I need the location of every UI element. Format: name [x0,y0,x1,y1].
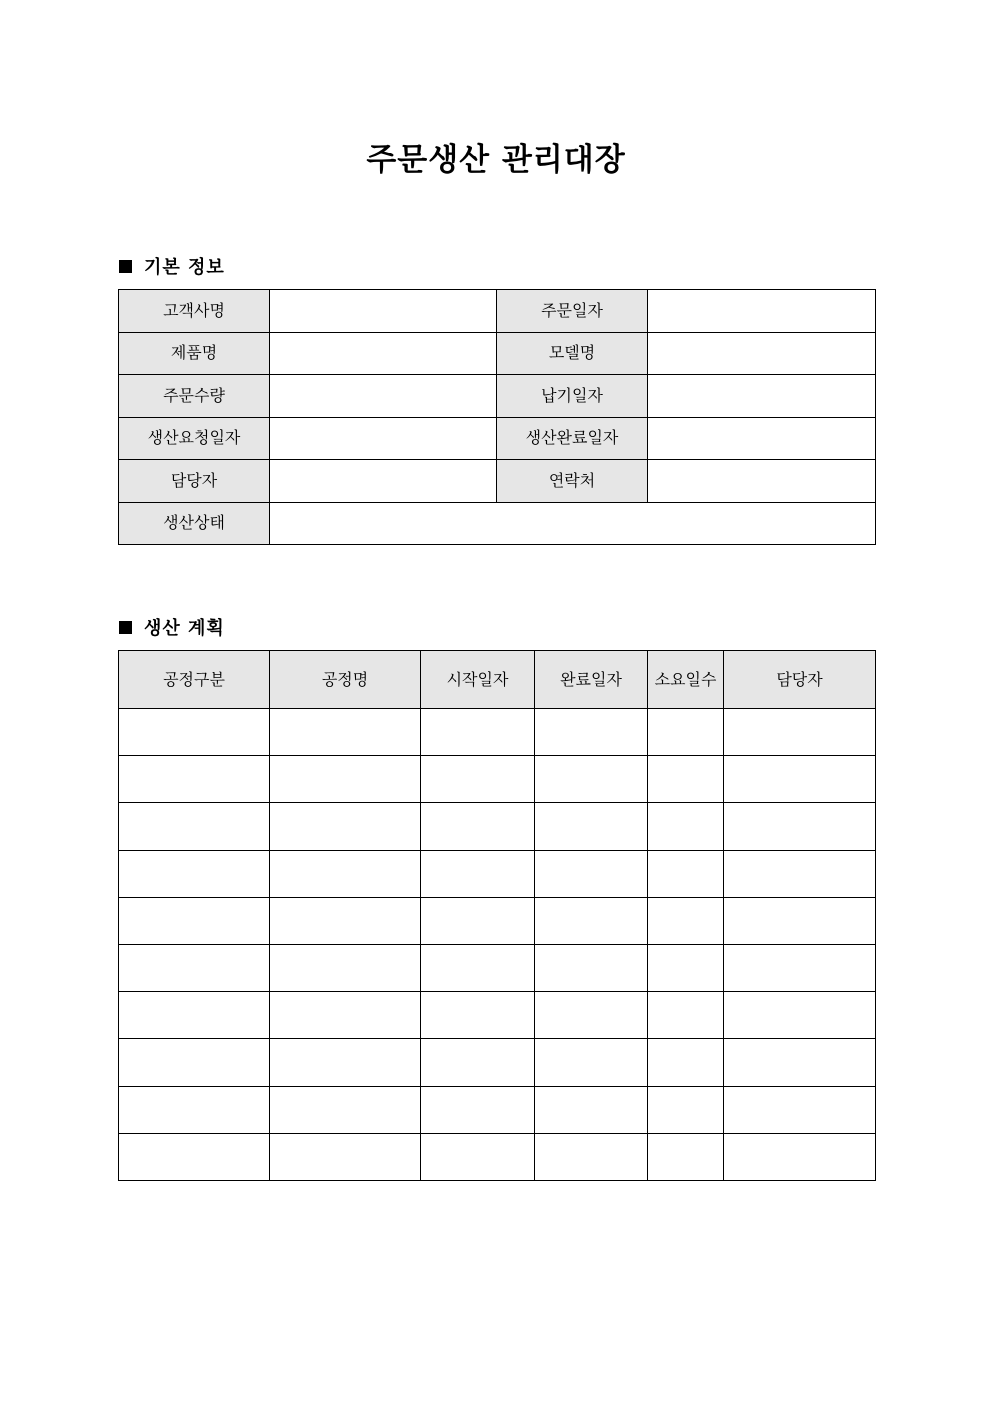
table-cell[interactable] [119,1039,270,1086]
section-heading-production-plan [119,614,225,640]
section-heading-basic-info [119,253,225,279]
table-cell[interactable] [724,897,876,944]
table-cell[interactable] [119,803,270,850]
column-header: 공정구분 [119,651,270,709]
table-cell[interactable] [421,850,535,897]
field-label: 연락처 [497,460,648,503]
table-cell[interactable] [535,944,648,991]
field-value-cell[interactable] [270,375,497,418]
table-cell[interactable] [421,1039,535,1086]
column-header: 시작일자 [421,651,535,709]
field-label: 담당자 [119,460,270,503]
table-cell[interactable] [535,850,648,897]
table-row [119,803,876,850]
table-cell[interactable] [724,992,876,1039]
column-header: 담당자 [724,651,876,709]
table-row [119,850,876,897]
table-row [119,709,876,756]
table-cell[interactable] [421,709,535,756]
table-cell[interactable] [724,709,876,756]
section-heading-label: 기본 정보 [144,257,225,278]
field-label: 생산완료일자 [497,417,648,460]
square-bullet-icon [119,260,132,273]
square-bullet-icon [119,621,132,634]
field-label: 주문일자 [497,290,648,333]
field-value-cell[interactable] [648,460,876,503]
table-cell[interactable] [119,897,270,944]
field-label: 모델명 [497,332,648,375]
column-header: 공정명 [270,651,421,709]
table-cell[interactable] [119,1086,270,1133]
table-row [119,992,876,1039]
section-heading-label: 생산 계획 [144,618,225,639]
table-cell[interactable] [421,992,535,1039]
table-cell[interactable] [648,992,724,1039]
table-cell[interactable] [270,897,421,944]
info-row [119,460,876,503]
status-value-cell[interactable] [270,502,876,545]
field-value-cell[interactable] [648,290,876,333]
table-cell[interactable] [535,1039,648,1086]
table-row [119,1133,876,1180]
field-value-cell[interactable] [270,417,497,460]
table-cell[interactable] [270,850,421,897]
info-row [119,417,876,460]
field-label: 주문수량 [119,375,270,418]
field-value-cell[interactable] [648,417,876,460]
field-value-cell[interactable] [270,290,497,333]
table-cell[interactable] [270,1086,421,1133]
info-row [119,290,876,333]
table-cell[interactable] [421,1133,535,1180]
table-row [119,897,876,944]
table-cell[interactable] [535,709,648,756]
table-cell[interactable] [421,1086,535,1133]
field-value-cell[interactable] [648,375,876,418]
table-cell[interactable] [535,992,648,1039]
table-row [119,756,876,803]
table-cell[interactable] [119,850,270,897]
table-cell[interactable] [535,1086,648,1133]
table-cell[interactable] [648,1039,724,1086]
plan-header-row [119,651,876,709]
table-cell[interactable] [648,709,724,756]
table-row [119,1039,876,1086]
field-value-cell[interactable] [648,332,876,375]
table-cell[interactable] [535,897,648,944]
table-cell[interactable] [421,897,535,944]
table-cell[interactable] [119,944,270,991]
table-cell[interactable] [421,944,535,991]
table-cell[interactable] [724,850,876,897]
table-cell[interactable] [535,1133,648,1180]
field-label: 고객사명 [119,290,270,333]
table-cell[interactable] [270,1039,421,1086]
field-value-cell[interactable] [270,332,497,375]
table-cell[interactable] [270,992,421,1039]
table-cell[interactable] [270,803,421,850]
production-plan-table [118,650,876,1181]
info-row-status [119,502,876,545]
info-row [119,375,876,418]
status-label: 생산상태 [119,502,270,545]
table-cell[interactable] [119,709,270,756]
column-header: 소요일수 [648,651,724,709]
table-cell[interactable] [648,1086,724,1133]
table-cell[interactable] [724,803,876,850]
table-cell[interactable] [535,756,648,803]
column-header: 완료일자 [535,651,648,709]
field-label: 납기일자 [497,375,648,418]
table-cell[interactable] [724,1039,876,1086]
table-cell[interactable] [119,1133,270,1180]
table-cell[interactable] [119,756,270,803]
table-cell[interactable] [724,756,876,803]
field-label: 생산요청일자 [119,417,270,460]
table-cell[interactable] [648,944,724,991]
table-cell[interactable] [119,992,270,1039]
table-cell[interactable] [648,756,724,803]
basic-info-table [118,289,876,545]
info-row [119,332,876,375]
table-cell[interactable] [270,944,421,991]
table-cell[interactable] [724,1086,876,1133]
table-cell[interactable] [535,803,648,850]
table-cell[interactable] [648,850,724,897]
table-cell[interactable] [421,803,535,850]
field-label: 제품명 [119,332,270,375]
page-title: 주문생산 관리대장 [366,142,626,178]
table-cell[interactable] [648,1133,724,1180]
table-cell[interactable] [270,756,421,803]
table-cell[interactable] [421,756,535,803]
table-cell[interactable] [724,1133,876,1180]
table-row [119,944,876,991]
table-cell[interactable] [270,709,421,756]
table-row [119,1086,876,1133]
table-cell[interactable] [270,1133,421,1180]
table-cell[interactable] [648,897,724,944]
table-cell[interactable] [724,944,876,991]
field-value-cell[interactable] [270,460,497,503]
table-cell[interactable] [648,803,724,850]
